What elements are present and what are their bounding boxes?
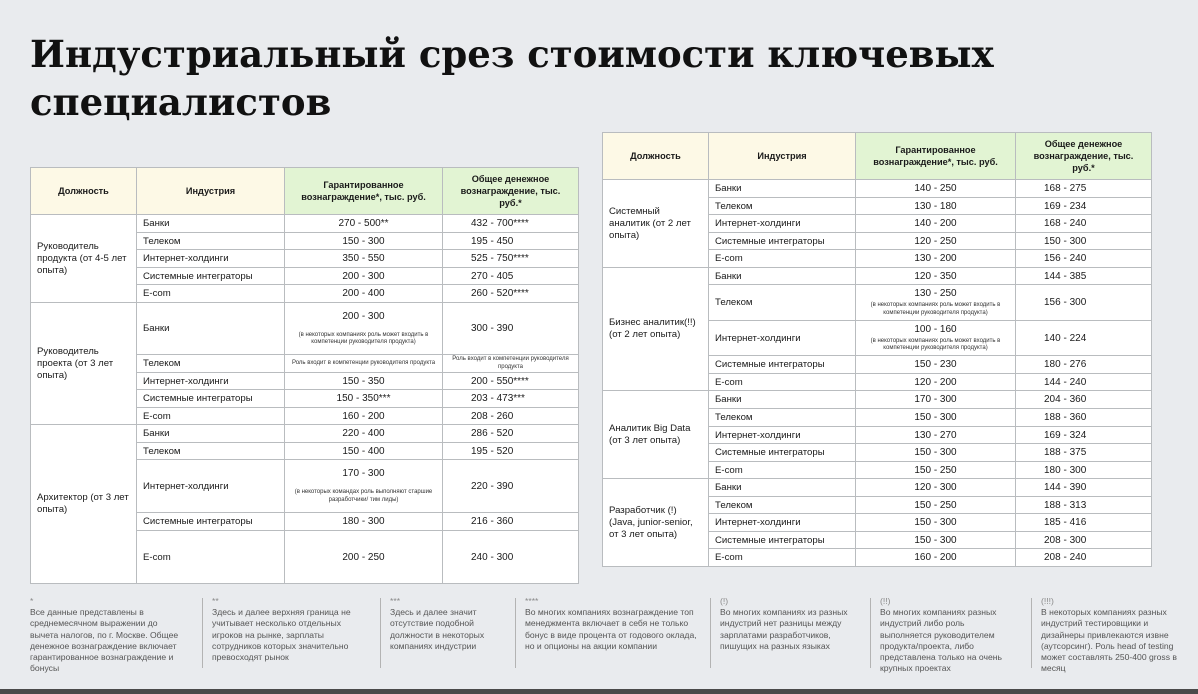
guaranteed-note: (в некоторых компаниях роль может входить в компетенции руководителя продукта) xyxy=(870,302,1001,316)
guaranteed-note: (в некоторых компаниях роль может входить в компетенции руководителя продукта) xyxy=(298,331,429,345)
footnote xyxy=(212,596,374,672)
industry-cell: Телеком xyxy=(137,233,285,250)
guaranteed-cell: 200 - 250 xyxy=(285,531,443,584)
total-cell: 150 - 300 xyxy=(1016,233,1152,250)
footnote-text: Здесь и далее значит отсутствие подобной должности в некоторых компаниях индустрии xyxy=(390,607,485,651)
guaranteed-cell xyxy=(285,460,443,513)
position-product-manager: Руководитель продукта (от 4-5 лет опыта) xyxy=(31,215,137,303)
industry-cell: Системные интеграторы xyxy=(709,444,856,462)
total-cell: 169 - 324 xyxy=(1016,427,1152,444)
footnote xyxy=(30,596,194,672)
guaranteed-cell: 130 - 270 xyxy=(856,427,1016,444)
total-cell: 208 - 240 xyxy=(1016,549,1152,567)
total-cell: 188 - 313 xyxy=(1016,497,1152,514)
guaranteed-cell: 120 - 250 xyxy=(856,233,1016,250)
industry-cell: Телеком xyxy=(137,443,285,460)
industry-cell: E-com xyxy=(709,549,856,567)
position-architect: Архитектор (от 3 лет опыта) xyxy=(31,425,137,584)
industry-cell: Банки xyxy=(709,479,856,497)
table-row xyxy=(603,391,1152,409)
table-row xyxy=(31,215,579,233)
industry-cell: E-com xyxy=(137,285,285,303)
footnote xyxy=(525,596,703,672)
guaranteed-note: (в некоторых компаниях роль может входить в компетенции руководителя продукта) xyxy=(870,337,1001,351)
total-cell: 200 - 550**** xyxy=(443,373,579,390)
industry-cell: Системные интеграторы xyxy=(137,390,285,408)
total-cell: 216 - 360 xyxy=(443,513,579,531)
total-cell: 525 - 750**** xyxy=(443,250,579,268)
guaranteed-note: (в некоторых командах роль выполняют старшие разработчики/ тим лиды) xyxy=(294,489,433,503)
industry-cell: Интернет-холдинги xyxy=(137,373,285,390)
industry-cell: E-com xyxy=(137,531,285,584)
footnote-mark: (!!!) xyxy=(1041,596,1054,606)
footnote-text: Во многих компаниях из разных индустрий нет разницы между зарплатами разработчиков, пишущих на разных языках xyxy=(720,607,848,651)
total-cell: 180 - 300 xyxy=(1016,462,1152,479)
total-note: Роль входит в компетенции руководителя продукта xyxy=(452,356,569,370)
total-cell: 156 - 240 xyxy=(1016,250,1152,268)
footnote-mark: (!) xyxy=(720,596,729,606)
guaranteed-cell: 160 - 200 xyxy=(285,408,443,425)
guaranteed-cell xyxy=(856,321,1016,356)
guaranteed-cell: 140 - 200 xyxy=(856,215,1016,233)
footnote-text: Во многих компаниях разных индустрий либо роль выполняется руководителем продукта/проекта, либо представлена только на очень крупных проектах xyxy=(880,607,1002,674)
header-guaranteed: Гарантированное вознаграждение*, тыс. руб. xyxy=(285,168,443,215)
industry-cell: Банки xyxy=(137,425,285,443)
table-row xyxy=(603,180,1152,198)
industry-cell: E-com xyxy=(709,250,856,268)
total-cell: 140 - 224 xyxy=(1016,321,1152,356)
industry-cell: E-com xyxy=(137,408,285,425)
guaranteed-cell: 200 - 400 xyxy=(285,285,443,303)
guaranteed-value: 130 - 250 xyxy=(914,288,957,299)
header-total: Общее денежное вознаграждение, тыс. руб.* xyxy=(1016,133,1152,180)
header-total: Общее денежное вознаграждение, тыс. руб.* xyxy=(443,168,579,215)
total-cell: 144 - 240 xyxy=(1016,374,1152,391)
footnote-divider xyxy=(202,598,203,668)
header-position: Должность xyxy=(603,133,709,180)
guaranteed-value: 100 - 160 xyxy=(914,323,957,335)
guaranteed-cell: 220 - 400 xyxy=(285,425,443,443)
industry-cell: Телеком xyxy=(709,285,856,321)
table-row xyxy=(31,425,579,443)
footnote xyxy=(880,596,1022,672)
total-cell: 204 - 360 xyxy=(1016,391,1152,409)
footnote-text: В некоторых компаниях разных индустрий тестировщики и дизайнеры привлекаются извне (аутсорсинг). Роль head of testing может составлять 250-400 gross в месяц xyxy=(1041,607,1177,674)
footnote-divider xyxy=(380,598,381,668)
industry-cell: Системные интеграторы xyxy=(709,356,856,374)
footnote-divider xyxy=(1031,598,1032,668)
footnote xyxy=(720,596,856,672)
footnotes xyxy=(26,592,1198,694)
industry-cell: Системные интеграторы xyxy=(137,513,285,531)
footnote-mark: *** xyxy=(390,596,401,606)
guaranteed-cell: 150 - 350 xyxy=(285,373,443,390)
total-cell: 168 - 275 xyxy=(1016,180,1152,198)
footnote-mark: ** xyxy=(212,596,219,606)
guaranteed-cell xyxy=(856,285,1016,321)
header-position: Должность xyxy=(31,168,137,215)
header-industry: Индустрия xyxy=(137,168,285,215)
total-cell: 286 - 520 xyxy=(443,425,579,443)
total-cell: 188 - 360 xyxy=(1016,409,1152,427)
industry-cell: E-com xyxy=(709,462,856,479)
total-cell: 185 - 416 xyxy=(1016,514,1152,532)
guaranteed-cell: 120 - 300 xyxy=(856,479,1016,497)
position-system-analyst: Системный аналитик (от 2 лет опыта) xyxy=(603,180,709,268)
table-row xyxy=(603,479,1152,497)
footnote-mark: * xyxy=(30,596,34,606)
guaranteed-cell: 150 - 300 xyxy=(285,233,443,250)
total-cell: 220 - 390 xyxy=(443,460,579,513)
guaranteed-cell: 120 - 200 xyxy=(856,374,1016,391)
guaranteed-cell: 170 - 300 xyxy=(856,391,1016,409)
table-row xyxy=(31,303,579,355)
industry-cell: Интернет-холдинги xyxy=(137,250,285,268)
guaranteed-cell: 150 - 300 xyxy=(856,444,1016,462)
footnote-divider xyxy=(710,598,711,668)
industry-cell: E-com xyxy=(709,374,856,391)
table-header-row xyxy=(603,133,1152,180)
total-cell: 144 - 385 xyxy=(1016,268,1152,285)
footnote xyxy=(390,596,508,672)
total-cell: 300 - 390 xyxy=(443,303,579,355)
total-cell: 195 - 450 xyxy=(443,233,579,250)
guaranteed-cell: 150 - 230 xyxy=(856,356,1016,374)
guaranteed-cell: 350 - 550 xyxy=(285,250,443,268)
industry-cell: Системные интеграторы xyxy=(709,532,856,549)
bottom-rule xyxy=(0,689,1198,694)
guaranteed-cell xyxy=(285,355,443,373)
total-cell: 270 - 405 xyxy=(443,268,579,285)
position-business-analyst: Бизнес аналитик(!!) (от 2 лет опыта) xyxy=(603,268,709,391)
guaranteed-cell: 120 - 350 xyxy=(856,268,1016,285)
industry-cell: Интернет-холдинги xyxy=(709,427,856,444)
footnote-text: Во многих компаниях вознаграждение топ менеджмента включает в себя не только бонус в виде процента от годового оклада, но и опционы на акции компании xyxy=(525,607,697,651)
industry-cell: Телеком xyxy=(137,355,285,373)
guaranteed-cell: 200 - 300 xyxy=(285,268,443,285)
industry-cell: Банки xyxy=(137,303,285,355)
position-project-manager: Руководитель проекта (от 3 лет опыта) xyxy=(31,303,137,425)
industry-cell: Интернет-холдинги xyxy=(709,514,856,532)
total-cell: 203 - 473*** xyxy=(443,390,579,408)
guaranteed-cell: 130 - 200 xyxy=(856,250,1016,268)
total-cell: 240 - 300 xyxy=(443,531,579,584)
right-salary-table xyxy=(602,132,1152,567)
total-cell: 195 - 520 xyxy=(443,443,579,460)
industry-cell: Банки xyxy=(709,180,856,198)
industry-cell: Системные интеграторы xyxy=(137,268,285,285)
guaranteed-cell: 160 - 200 xyxy=(856,549,1016,567)
total-cell: 144 - 390 xyxy=(1016,479,1152,497)
guaranteed-cell xyxy=(285,303,443,355)
page-title: Индустриальный срез стоимости ключевых специалистов xyxy=(30,32,994,124)
industry-cell: Интернет-холдинги xyxy=(709,215,856,233)
guaranteed-cell: 150 - 250 xyxy=(856,462,1016,479)
industry-cell: Телеком xyxy=(709,497,856,514)
position-developer: Разработчик (!) (Java, junior-senior, от 3 лет опыта) xyxy=(603,479,709,567)
total-cell: 180 - 276 xyxy=(1016,356,1152,374)
guaranteed-cell: 140 - 250 xyxy=(856,180,1016,198)
guaranteed-value: 170 - 300 xyxy=(342,468,385,479)
industry-cell: Интернет-холдинги xyxy=(709,321,856,356)
industry-cell: Системные интеграторы xyxy=(709,233,856,250)
industry-cell: Телеком xyxy=(709,198,856,215)
footnote-mark: **** xyxy=(525,596,539,606)
guaranteed-cell: 180 - 300 xyxy=(285,513,443,531)
total-cell: 168 - 240 xyxy=(1016,215,1152,233)
guaranteed-cell: 150 - 400 xyxy=(285,443,443,460)
footnote-divider xyxy=(870,598,871,668)
total-cell: 432 - 700**** xyxy=(443,215,579,233)
guaranteed-cell: 150 - 300 xyxy=(856,532,1016,549)
guaranteed-cell: 150 - 300 xyxy=(856,409,1016,427)
total-cell: 208 - 300 xyxy=(1016,532,1152,549)
footnote-divider xyxy=(515,598,516,668)
total-cell xyxy=(443,355,579,373)
header-guaranteed: Гарантированное вознаграждение*, тыс. руб. xyxy=(856,133,1016,180)
guaranteed-cell: 150 - 250 xyxy=(856,497,1016,514)
guaranteed-cell: 130 - 180 xyxy=(856,198,1016,215)
guaranteed-value: 200 - 300 xyxy=(342,310,385,322)
total-cell: 188 - 375 xyxy=(1016,444,1152,462)
header-industry: Индустрия xyxy=(709,133,856,180)
industry-cell: Телеком xyxy=(709,409,856,427)
table-row xyxy=(603,268,1152,285)
industry-cell: Интернет-холдинги xyxy=(137,460,285,513)
total-cell: 208 - 260 xyxy=(443,408,579,425)
guaranteed-cell: 270 - 500** xyxy=(285,215,443,233)
footnote-mark: (!!) xyxy=(880,596,891,606)
industry-cell: Банки xyxy=(709,268,856,285)
position-big-data-analyst: Аналитик Big Data (от 3 лет опыта) xyxy=(603,391,709,479)
guaranteed-cell: 150 - 300 xyxy=(856,514,1016,532)
guaranteed-cell: 150 - 350*** xyxy=(285,390,443,408)
footnote-text: Все данные представлены в среднемесячном выражении до вычета налогов, по г. Москве. Общее денежное вознаграждение включает гарантированное вознаграждение и бонусы xyxy=(30,607,179,674)
guaranteed-note: Роль входит в компетенции руководителя продукта xyxy=(291,359,436,366)
left-salary-table xyxy=(30,167,579,584)
footnote-text: Здесь и далее верхняя граница не учитывает несколько отдельных игроков на рынке, зарплаты сотрудников которых значительно превосходят рынок xyxy=(212,607,351,663)
footnote xyxy=(1041,596,1193,672)
table-header-row xyxy=(31,168,579,215)
industry-cell: Банки xyxy=(137,215,285,233)
industry-cell: Банки xyxy=(709,391,856,409)
total-cell: 169 - 234 xyxy=(1016,198,1152,215)
total-cell: 156 - 300 xyxy=(1016,285,1152,321)
total-cell: 260 - 520**** xyxy=(443,285,579,303)
